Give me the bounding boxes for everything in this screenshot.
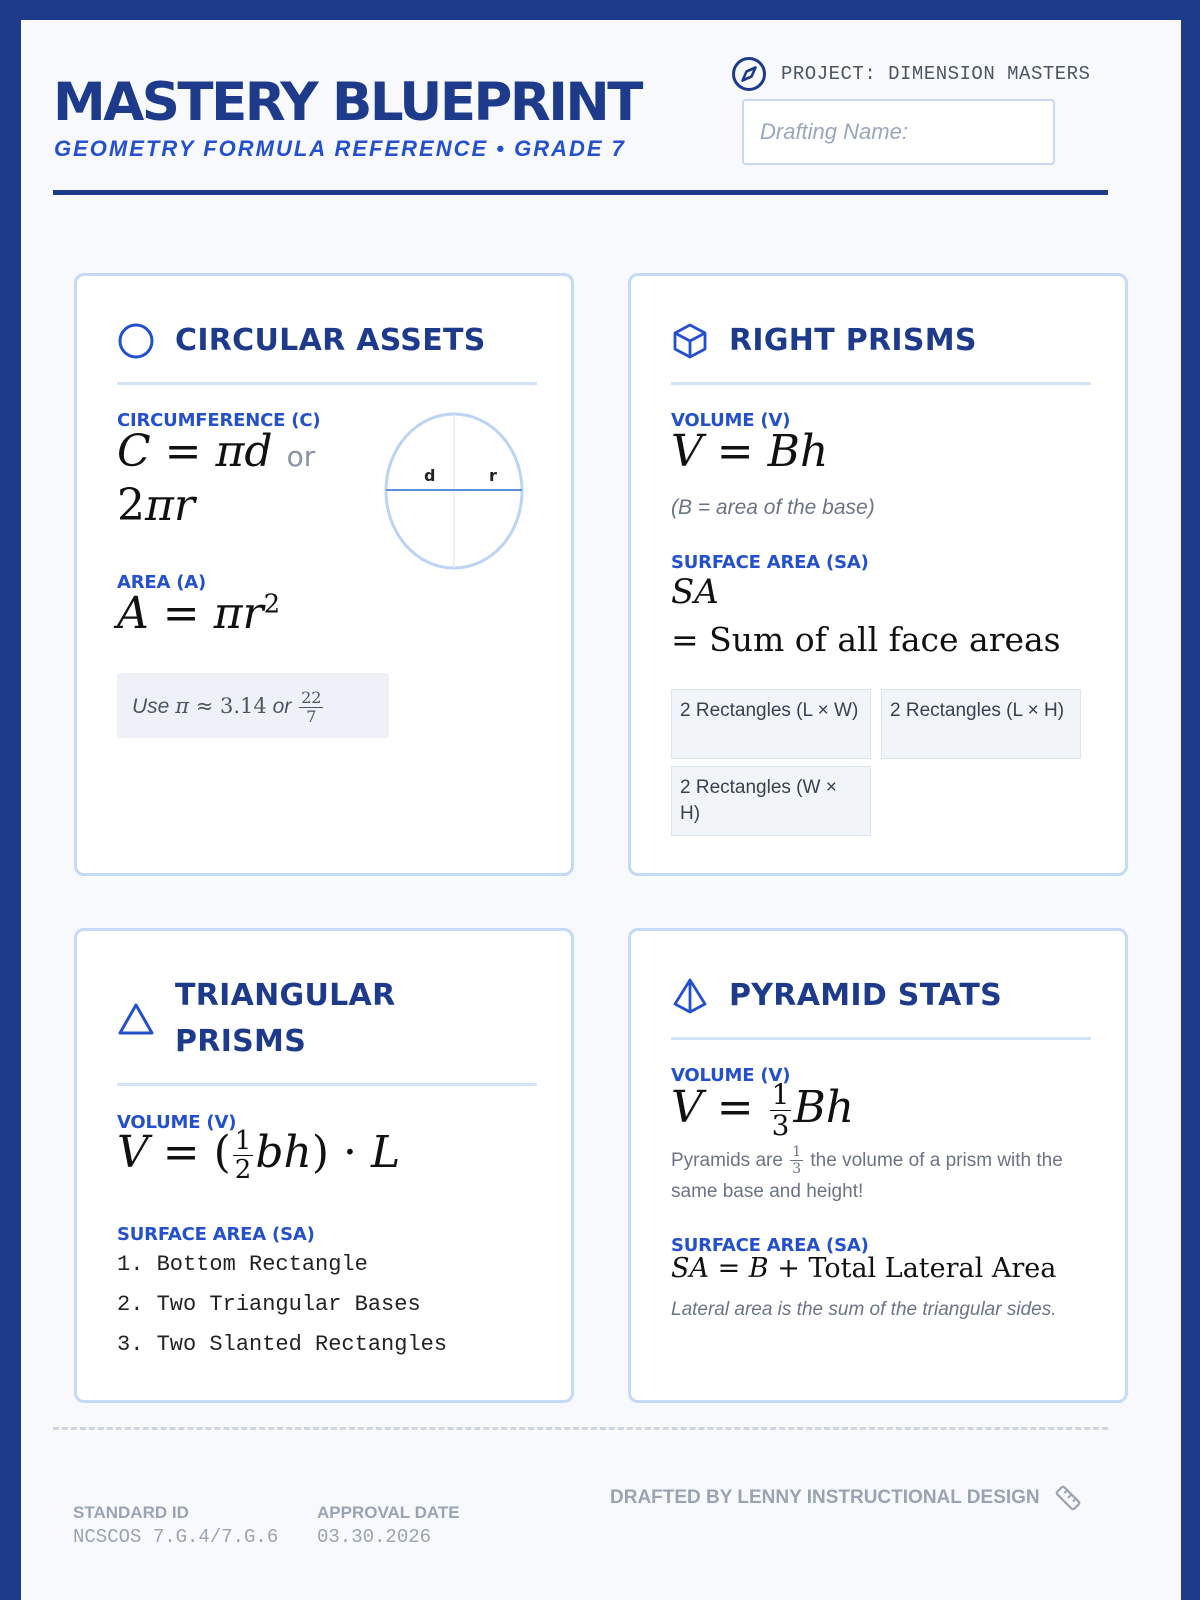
circumference-formula-alt: 2πr — [117, 480, 195, 531]
card-title: CIRCULAR ASSETS — [175, 323, 486, 358]
card-title: PYRAMID STATS — [729, 978, 1002, 1013]
project-label: PROJECT: DIMENSION MASTERS — [781, 63, 1091, 85]
circular-assets-card — [74, 273, 574, 876]
standard-id-label: STANDARD ID — [73, 1503, 189, 1522]
volume-label: VOLUME (V) — [671, 1065, 791, 1086]
face-pill-lw: 2 Rectangles (L × W) — [671, 689, 871, 759]
radius-label: r — [489, 466, 497, 485]
circle-diagram — [383, 410, 525, 572]
right-prisms-card — [628, 273, 1128, 876]
volume-formula: V = Bh — [671, 426, 829, 477]
approval-date-value: 03.30.2026 — [317, 1526, 432, 1548]
credit-line — [610, 1484, 1082, 1512]
pyramid-icon — [671, 977, 709, 1015]
surface-area-formula: SA — [671, 572, 719, 612]
face-pill-lh: 2 Rectangles (L × H) — [881, 689, 1081, 759]
card-title: TRIANGULAR PRISMS — [175, 978, 396, 1059]
card-title: RIGHT PRISMS — [729, 323, 977, 358]
drafting-name-input[interactable]: Drafting Name: — [742, 99, 1055, 165]
pi-approximation-note: Use π ≈ 3.14 or $\frac{22}{7}$ — [132, 688, 322, 726]
cube-icon — [671, 322, 709, 360]
card-header — [117, 318, 537, 385]
volume-label: VOLUME (V) — [117, 1112, 237, 1133]
list-item: 1. Bottom Rectangle — [117, 1252, 368, 1277]
volume-formula: V = $\frac{1}{3}$ Bh — [671, 1078, 855, 1142]
header-divider — [53, 190, 1108, 195]
diameter-label: d — [424, 466, 436, 485]
surface-area-note: Lateral area is the sum of the triangular sides. — [671, 1299, 1057, 1320]
compass-icon — [731, 56, 767, 92]
ruler-icon — [1054, 1484, 1082, 1512]
face-pill-wh: 2 Rectangles (W × H) — [671, 766, 871, 836]
volume-note: (B = area of the base) — [671, 496, 875, 519]
surface-area-formula-rest: = Sum of all face areas — [671, 620, 1061, 659]
footer-divider — [53, 1427, 1108, 1430]
list-item: 2. Two Triangular Bases — [117, 1292, 421, 1317]
surface-area-label: SURFACE AREA (SA) — [671, 1235, 869, 1256]
triangle-icon — [117, 1000, 155, 1038]
card-header — [671, 318, 1091, 385]
surface-area-steps — [117, 1245, 447, 1365]
volume-explanation: Pyramids are $\frac{1}{3}$ the volume of a prism with the same base and height! — [671, 1144, 1063, 1203]
pyramid-stats-card — [628, 928, 1128, 1403]
page-subtitle: GEOMETRY FORMULA REFERENCE • GRADE 7 — [54, 136, 626, 161]
triangular-prisms-card — [74, 928, 574, 1403]
project-tag — [731, 56, 1090, 92]
surface-area-formula: SA = B + Total Lateral Area — [671, 1253, 1057, 1284]
surface-area-label: SURFACE AREA (SA) — [671, 552, 869, 573]
area-formula: $A = \pi r^2$ — [117, 588, 281, 639]
volume-formula: V = ( $\frac{1}{2}$ bh) · L — [117, 1126, 401, 1185]
circumference-label: CIRCUMFERENCE (C) — [117, 410, 321, 431]
surface-area-label: SURFACE AREA (SA) — [117, 1224, 315, 1245]
pi-note-box — [117, 673, 389, 738]
credit-text: DRAFTED BY LENNY INSTRUCTIONAL DESIGN — [610, 1487, 1040, 1508]
approval-date-label: APPROVAL DATE — [317, 1503, 460, 1522]
page-title: MASTERY BLUEPRINT — [53, 72, 641, 133]
standard-id-value: NCSCOS 7.G.4/7.G.6 — [73, 1526, 279, 1548]
volume-label: VOLUME (V) — [671, 410, 791, 431]
circle-icon — [117, 322, 155, 360]
area-label: AREA (A) — [117, 572, 207, 593]
list-item: 3. Two Slanted Rectangles — [117, 1332, 448, 1357]
card-header — [117, 973, 537, 1086]
card-header — [671, 973, 1091, 1040]
circumference-formula: C = πd or — [117, 426, 316, 477]
